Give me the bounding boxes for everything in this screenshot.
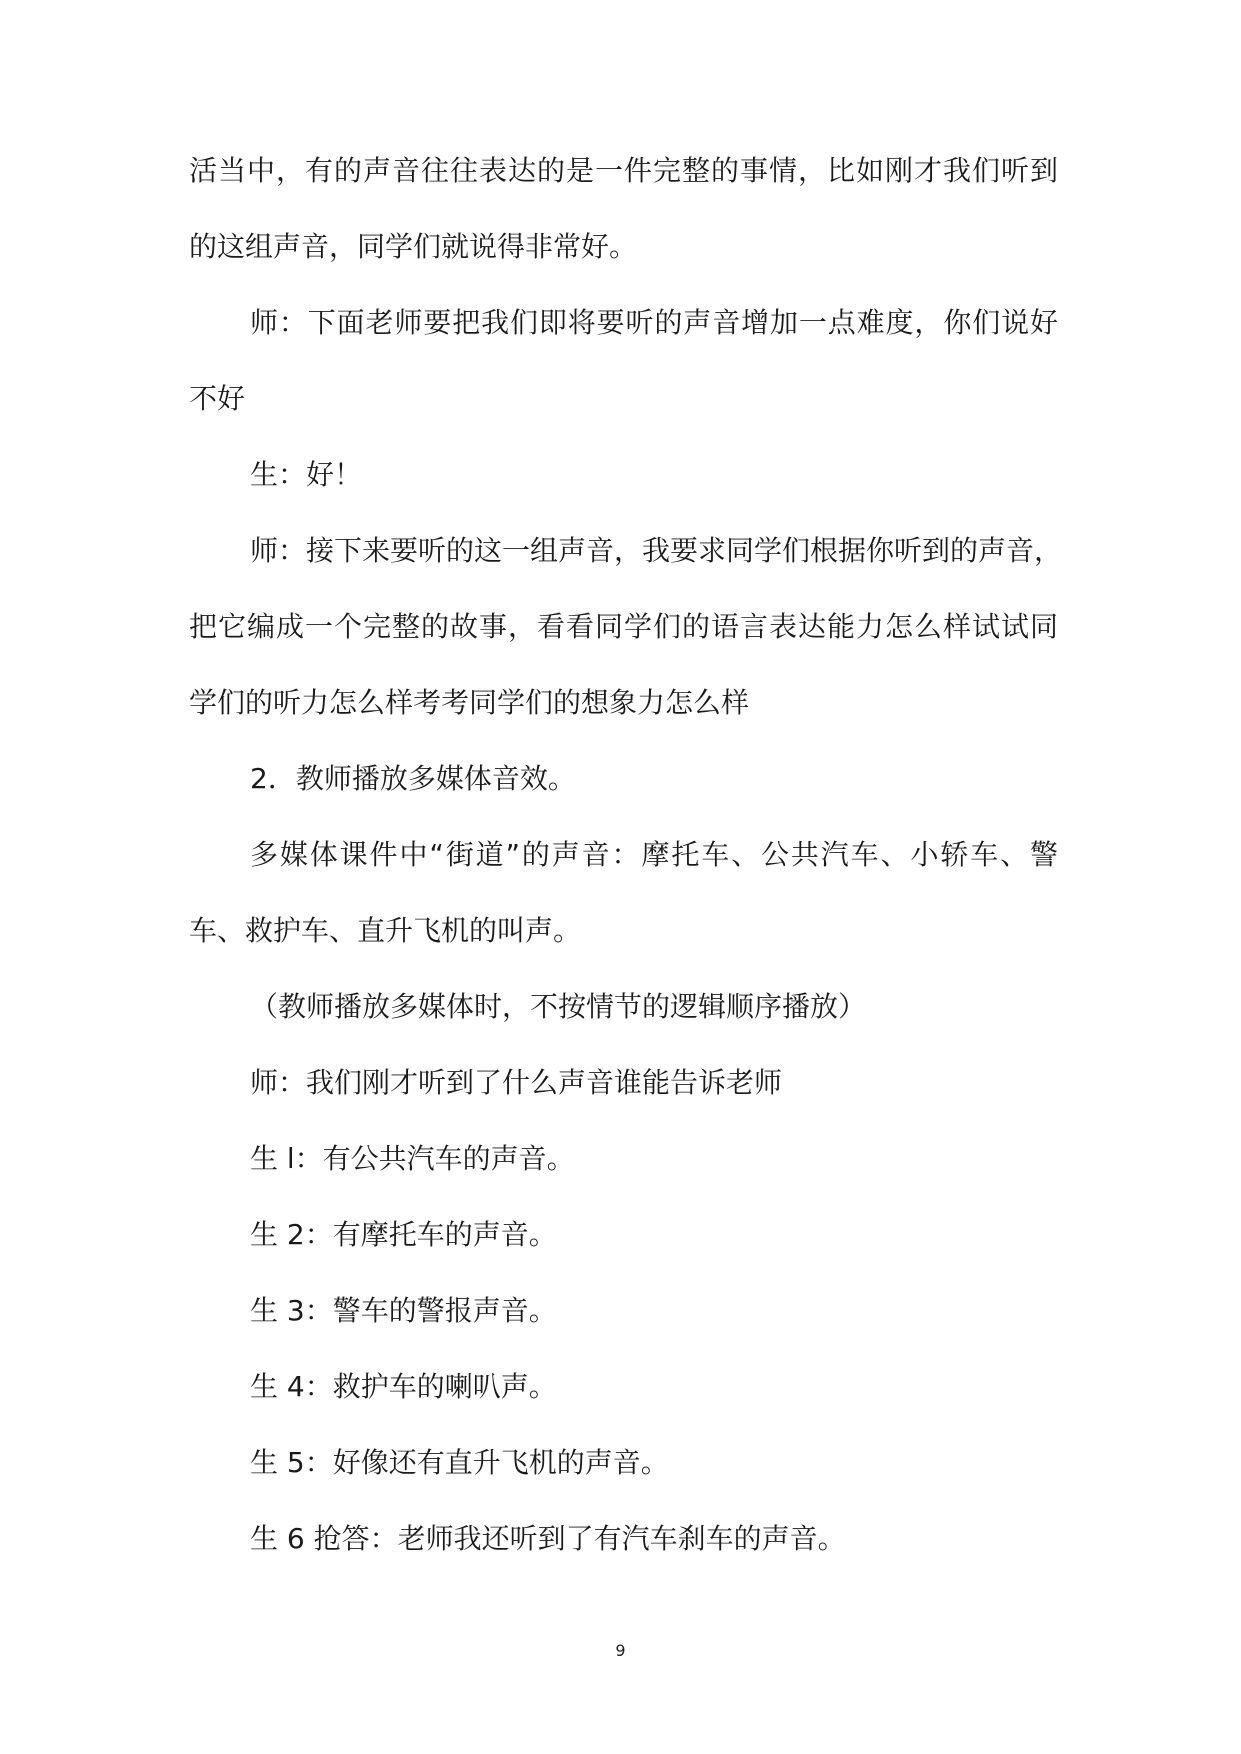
text-line: 活当中，有的声音往往表达的是一件完整的事情，比如刚才我们听到 [189,154,1058,187]
text-line: 生 5：好像还有直升飞机的声音。 [250,1446,669,1479]
text-line: 师：我们刚才听到了什么声音谁能告诉老师 [250,1066,783,1099]
text-line: 生 l：有公共汽车的声音。 [250,1142,575,1175]
text-line: 把它编成一个完整的故事，看看同学们的语言表达能力怎么样试试同 [189,610,1058,643]
text-line: 师：接下来要听的这一组声音，我要求同学们根据你听到的声音， [250,534,1063,567]
text-line: 不好 [189,382,246,415]
text-line: 师：下面老师要把我们即将要听的声音增加一点难度，你们说好 [250,306,1058,339]
page-number: 9 [615,1641,626,1660]
text-line: 的这组声音，同学们就说得非常好。 [189,230,638,263]
text-line: （教师播放多媒体时，不按情节的逻辑顺序播放） [250,990,867,1023]
text-line: 生 6 抢答：老师我还听到了有汽车刹车的声音。 [250,1522,846,1555]
text-line: 学们的听力怎么样考考同学们的想象力怎么样 [189,686,750,719]
text-line: 生：好！ [250,458,363,491]
text-line: 生 2：有摩托车的声音。 [250,1218,557,1251]
text-line: 多媒体课件中“街道”的声音：摩托车、公共汽车、小轿车、警 [250,838,1058,871]
text-line: 生 3：警车的警报声音。 [250,1294,557,1327]
text-line: 2．教师播放多媒体音效。 [250,762,576,795]
text-line: 生 4：救护车的喇叭声。 [250,1370,557,1403]
body-text [189,133,1063,1577]
text-line: 车、救护车、直升飞机的叫声。 [189,914,582,947]
